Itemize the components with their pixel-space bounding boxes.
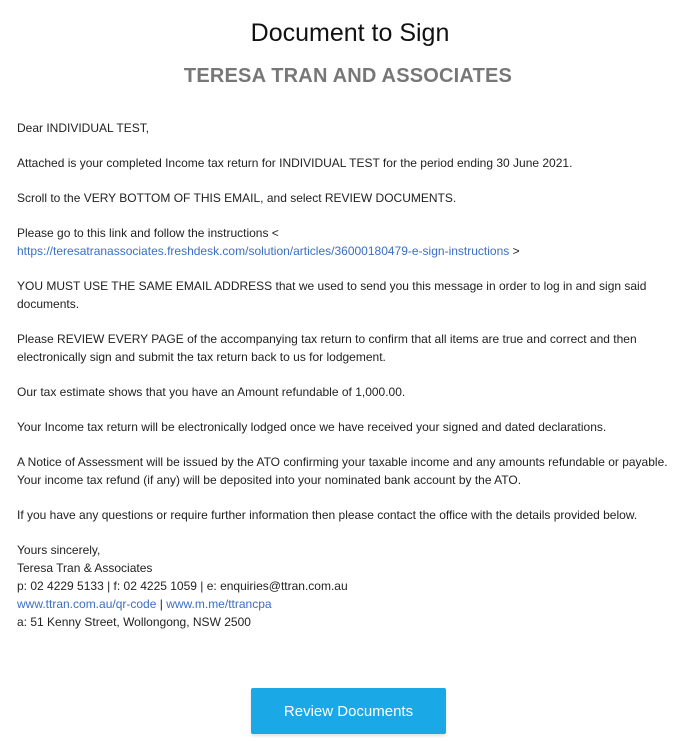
- paragraph-instructions-link: [17, 224, 672, 260]
- paragraph-same-email: YOU MUST USE THE SAME EMAIL ADDRESS that we used to send you this message in order to log in and sign said documents.: [17, 279, 647, 311]
- paragraph-scroll: Scroll to the VERY BOTTOM OF THIS EMAIL, and select REVIEW DOCUMENTS.: [17, 191, 457, 205]
- signature-block: [17, 541, 672, 631]
- paragraph-attached: Attached is your completed Income tax return for INDIVIDUAL TEST for the period ending 30 June 2021.: [17, 156, 573, 170]
- paragraph-lodged: Your Income tax return will be electronically lodged once we have received your signed and dated declarations.: [17, 420, 607, 434]
- document-title: Document to Sign: [250, 19, 450, 47]
- signature-contact: p: 02 4229 5133 | f: 02 4225 1059 | e: enquiries@ttran.com.au: [17, 579, 348, 593]
- signature-closing: Yours sincerely,: [17, 543, 101, 557]
- signature-address: a: 51 Kenny Street, Wollongong, NSW 2500: [17, 615, 251, 629]
- instructions-prefix: Please go to this link and follow the instructions <: [17, 226, 279, 240]
- link-separator: |: [156, 597, 167, 611]
- paragraph-questions: If you have any questions or require further information then please contact the office with the details provided below.: [17, 508, 638, 522]
- company-name: TERESA TRAN AND ASSOCIATES: [183, 65, 513, 87]
- review-documents-button[interactable]: Review Documents: [251, 688, 446, 734]
- instructions-link[interactable]: https://teresatranassociates.freshdesk.com/solution/articles/36000180479-e-sign-instructions: [17, 244, 510, 258]
- paragraph-notice: [17, 453, 672, 489]
- notice-line-1: A Notice of Assessment will be issued by the ATO confirming your taxable income and any amounts refundable or payable.: [17, 455, 668, 469]
- signature-links: [17, 595, 672, 613]
- notice-line-2: Your income tax refund (if any) will be deposited into your nominated bank account by the ATO.: [17, 473, 522, 487]
- messenger-link[interactable]: www.m.me/ttrancpa: [166, 597, 272, 611]
- paragraph-estimate: Our tax estimate shows that you have an Amount refundable of 1,000.00.: [17, 385, 406, 399]
- email-body: [17, 119, 672, 631]
- instructions-suffix: >: [509, 244, 520, 258]
- paragraph-review: Please REVIEW EVERY PAGE of the accompanying tax return to confirm that all items are true and correct and then electronically sign and submit the tax return back to us for lodgement.: [17, 332, 637, 364]
- greeting: Dear INDIVIDUAL TEST,: [17, 121, 150, 135]
- signature-company: Teresa Tran & Associates: [17, 561, 153, 575]
- qr-code-link[interactable]: www.ttran.com.au/qr-code: [17, 597, 157, 611]
